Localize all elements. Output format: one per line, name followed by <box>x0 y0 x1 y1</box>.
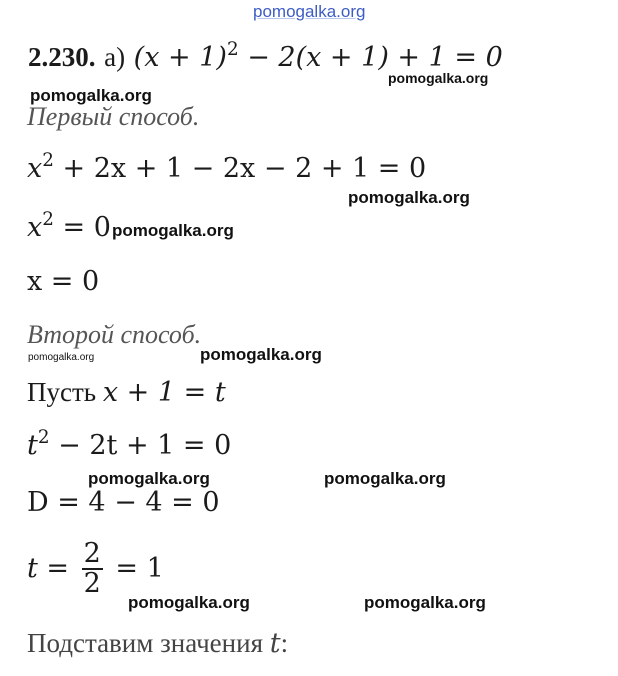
problem-statement <box>28 38 503 73</box>
method2-heading: Второй способ. <box>27 320 202 349</box>
watermark: pomogalka.org <box>112 221 234 240</box>
method2-quadratic: $t^2 - 2t + 1 = 0$ <box>27 426 232 461</box>
problem-number: 2.230. <box>28 42 96 72</box>
method2-root: t = $\frac{2}{2}$ = 1 <box>27 538 164 600</box>
watermark: pomogalka.org <box>30 86 152 105</box>
watermark: pomogalka.org <box>388 70 489 86</box>
method2-next-step: Подставим значения t: <box>27 628 289 659</box>
watermark: pomogalka.org <box>324 469 446 488</box>
root-fraction: $\frac{2}{2}$ <box>83 538 101 600</box>
watermark: pomogalka.org <box>348 188 470 207</box>
watermark: pomogalka.org <box>200 345 322 364</box>
problem-equation: $(x + 1)^2 - 2(x + 1) + 1 = 0$ <box>133 38 503 73</box>
watermark: pomogalka.org <box>364 593 486 612</box>
method1-step3: x = 0 <box>27 266 100 297</box>
watermark-top: pomogalka.org <box>253 2 366 21</box>
problem-part: а) <box>104 42 126 72</box>
method2-discriminant: D = 4 − 4 = 0 <box>27 487 220 518</box>
method2-substitution: Пусть x + 1 = t <box>27 377 226 408</box>
watermark: pomogalka.org <box>128 593 250 612</box>
watermark: pomogalka.org <box>88 469 210 488</box>
watermark: pomogalka.org <box>28 352 95 363</box>
method1-step1: $x^2 + 2x + 1 - 2x - 2 + 1 = 0$ <box>27 149 427 184</box>
method1-heading: Первый способ. <box>27 102 200 131</box>
method1-step2: $x^2 = 0$ <box>27 208 111 243</box>
